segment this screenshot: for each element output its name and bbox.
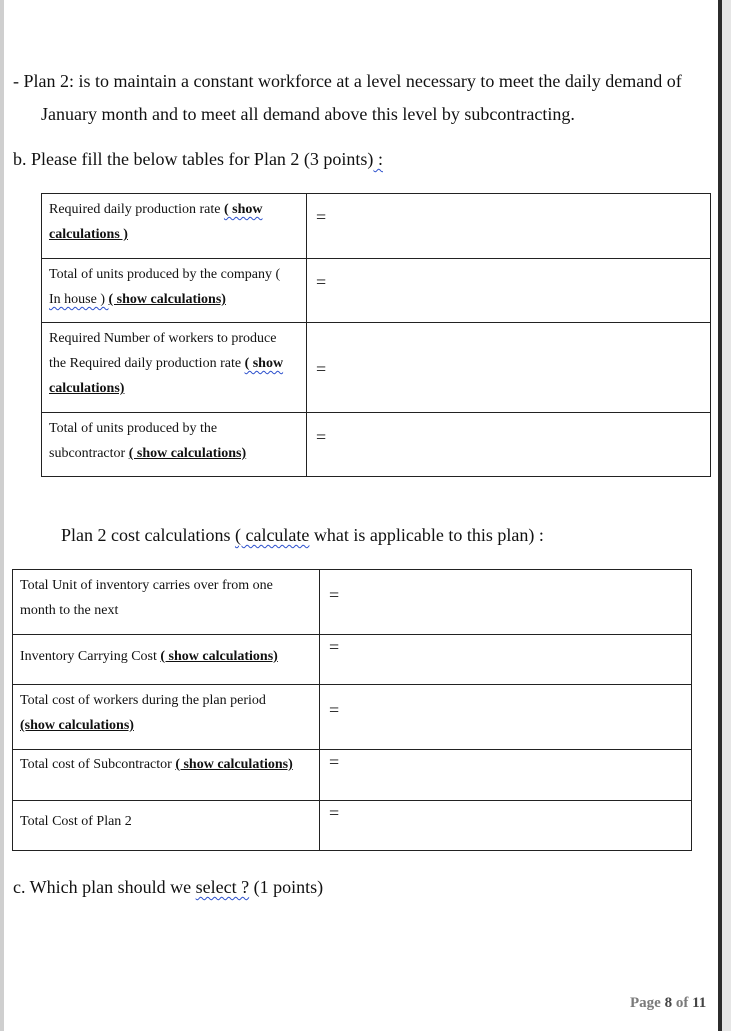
- answer-cell[interactable]: =: [320, 801, 692, 851]
- table-row: [13, 685, 692, 750]
- row-label: Required daily production rate ( show calculations ): [49, 202, 263, 242]
- row-label: Total cost of Subcontractor ( show calculations): [20, 757, 293, 772]
- table-row: [13, 750, 692, 801]
- page-edge-left: [0, 0, 4, 1031]
- row-label: Total Unit of inventory carries over from one month to the next: [20, 578, 273, 618]
- answer-cell[interactable]: =: [320, 685, 692, 750]
- answer-cell[interactable]: =: [320, 570, 692, 635]
- table-row: [13, 801, 692, 851]
- table-row: [42, 259, 711, 323]
- answer-cell[interactable]: =: [307, 194, 711, 259]
- row-label: Inventory Carrying Cost ( show calculations): [20, 649, 278, 664]
- plan2-description-line1: - Plan 2: is to maintain a constant workforce at a level necessary to meet the daily demand of: [13, 71, 682, 91]
- row-label: Total of units produced by the company ( In house ) ( show calculations): [49, 267, 281, 307]
- plan2-cost-table: [12, 569, 692, 851]
- answer-cell[interactable]: =: [320, 750, 692, 801]
- table-row: [42, 413, 711, 477]
- plan2-results-table: [41, 193, 711, 477]
- part-c-question: c. Which plan should we select ? (1 points): [13, 877, 324, 897]
- plan2-description-line2: January month and to meet all demand above this level by subcontracting.: [41, 104, 575, 124]
- answer-cell[interactable]: =: [307, 413, 711, 477]
- cost-calculations-heading: Plan 2 cost calculations ( calculate what is applicable to this plan) :: [61, 525, 544, 545]
- answer-cell[interactable]: =: [320, 635, 692, 685]
- page-number: Page 8 of 11: [630, 995, 707, 1011]
- row-label: Total of units produced by the subcontractor ( show calculations): [49, 421, 247, 461]
- row-label: Total Cost of Plan 2: [20, 814, 132, 829]
- table-row: [42, 323, 711, 413]
- part-b-heading: [13, 149, 383, 170]
- table-row: [13, 635, 692, 685]
- answer-cell[interactable]: =: [307, 323, 711, 413]
- part-b-text: b. Please fill the below tables for Plan 2 (3 points): [13, 149, 374, 169]
- row-label: Total cost of workers during the plan period (show calculations): [20, 693, 266, 733]
- table-row: [42, 194, 711, 259]
- row-label: Required Number of workers to produce the Required daily production rate ( show calculations): [49, 331, 284, 396]
- table-row: [13, 570, 692, 635]
- window-background: [722, 0, 731, 1031]
- answer-cell[interactable]: =: [307, 259, 711, 323]
- part-b-colon: :: [373, 149, 383, 169]
